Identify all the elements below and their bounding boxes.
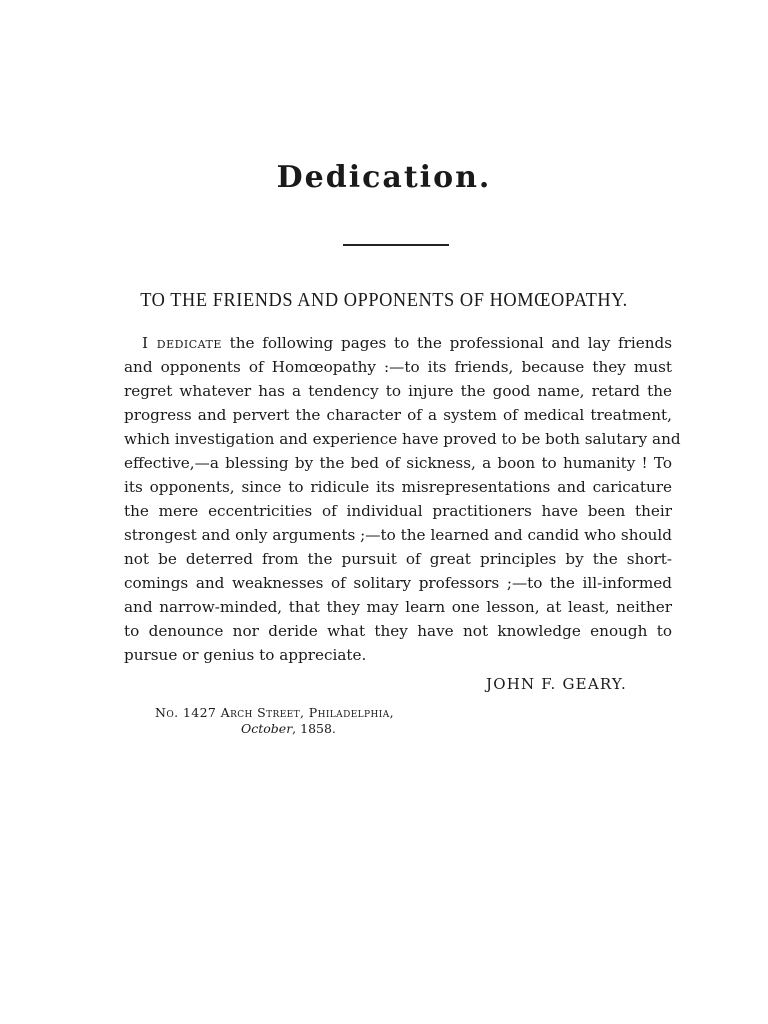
heading-divider xyxy=(343,244,449,246)
body-line: its opponents, since to ridicule its misrepresentations and caricature xyxy=(124,478,672,496)
body-line: which investigation and experience have proved to be both salutary and xyxy=(124,430,681,448)
author-address: No. 1427 Arch Street, Philadelphia, xyxy=(155,705,394,720)
body-line xyxy=(124,331,672,355)
dedication-subheading: TO THE FRIENDS AND OPPONENTS OF HOMŒOPATHY. xyxy=(140,290,628,311)
date-month: October xyxy=(241,721,293,736)
dedication-date xyxy=(241,721,336,736)
body-line: and opponents of Homœopathy :—to its friends, because they must xyxy=(124,358,672,376)
body-line: strongest and only arguments ;—to the learned and candid who should xyxy=(124,526,672,544)
author-signature: JOHN F. GEARY. xyxy=(486,675,628,693)
body-line: progress and pervert the character of a system of medical treatment, xyxy=(124,406,672,424)
body-line: not be deterred from the pursuit of great principles by the short- xyxy=(124,550,672,568)
body-line: to denounce nor deride what they have not knowledge enough to xyxy=(124,622,672,640)
date-year: , 1858. xyxy=(292,721,336,736)
body-line: regret whatever has a tendency to injure the good name, retard the xyxy=(124,382,672,400)
body-line: pursue or genius to appreciate. xyxy=(124,646,367,664)
body-line-text: the following pages to the professional and lay friends xyxy=(221,334,672,352)
body-line: and narrow-minded, that they may learn one lesson, at least, neither xyxy=(124,598,672,616)
body-line: the mere eccentricities of individual practitioners have been their xyxy=(124,502,672,520)
body-line: effective,—a blessing by the bed of sickness, a boon to humanity ! To xyxy=(124,454,672,472)
dedication-heading: Dedication. xyxy=(276,160,492,195)
lead-word: I dedicate xyxy=(142,334,222,352)
body-line: comings and weaknesses of solitary professors ;—to the ill-informed xyxy=(124,574,672,592)
dedication-body xyxy=(124,331,681,667)
